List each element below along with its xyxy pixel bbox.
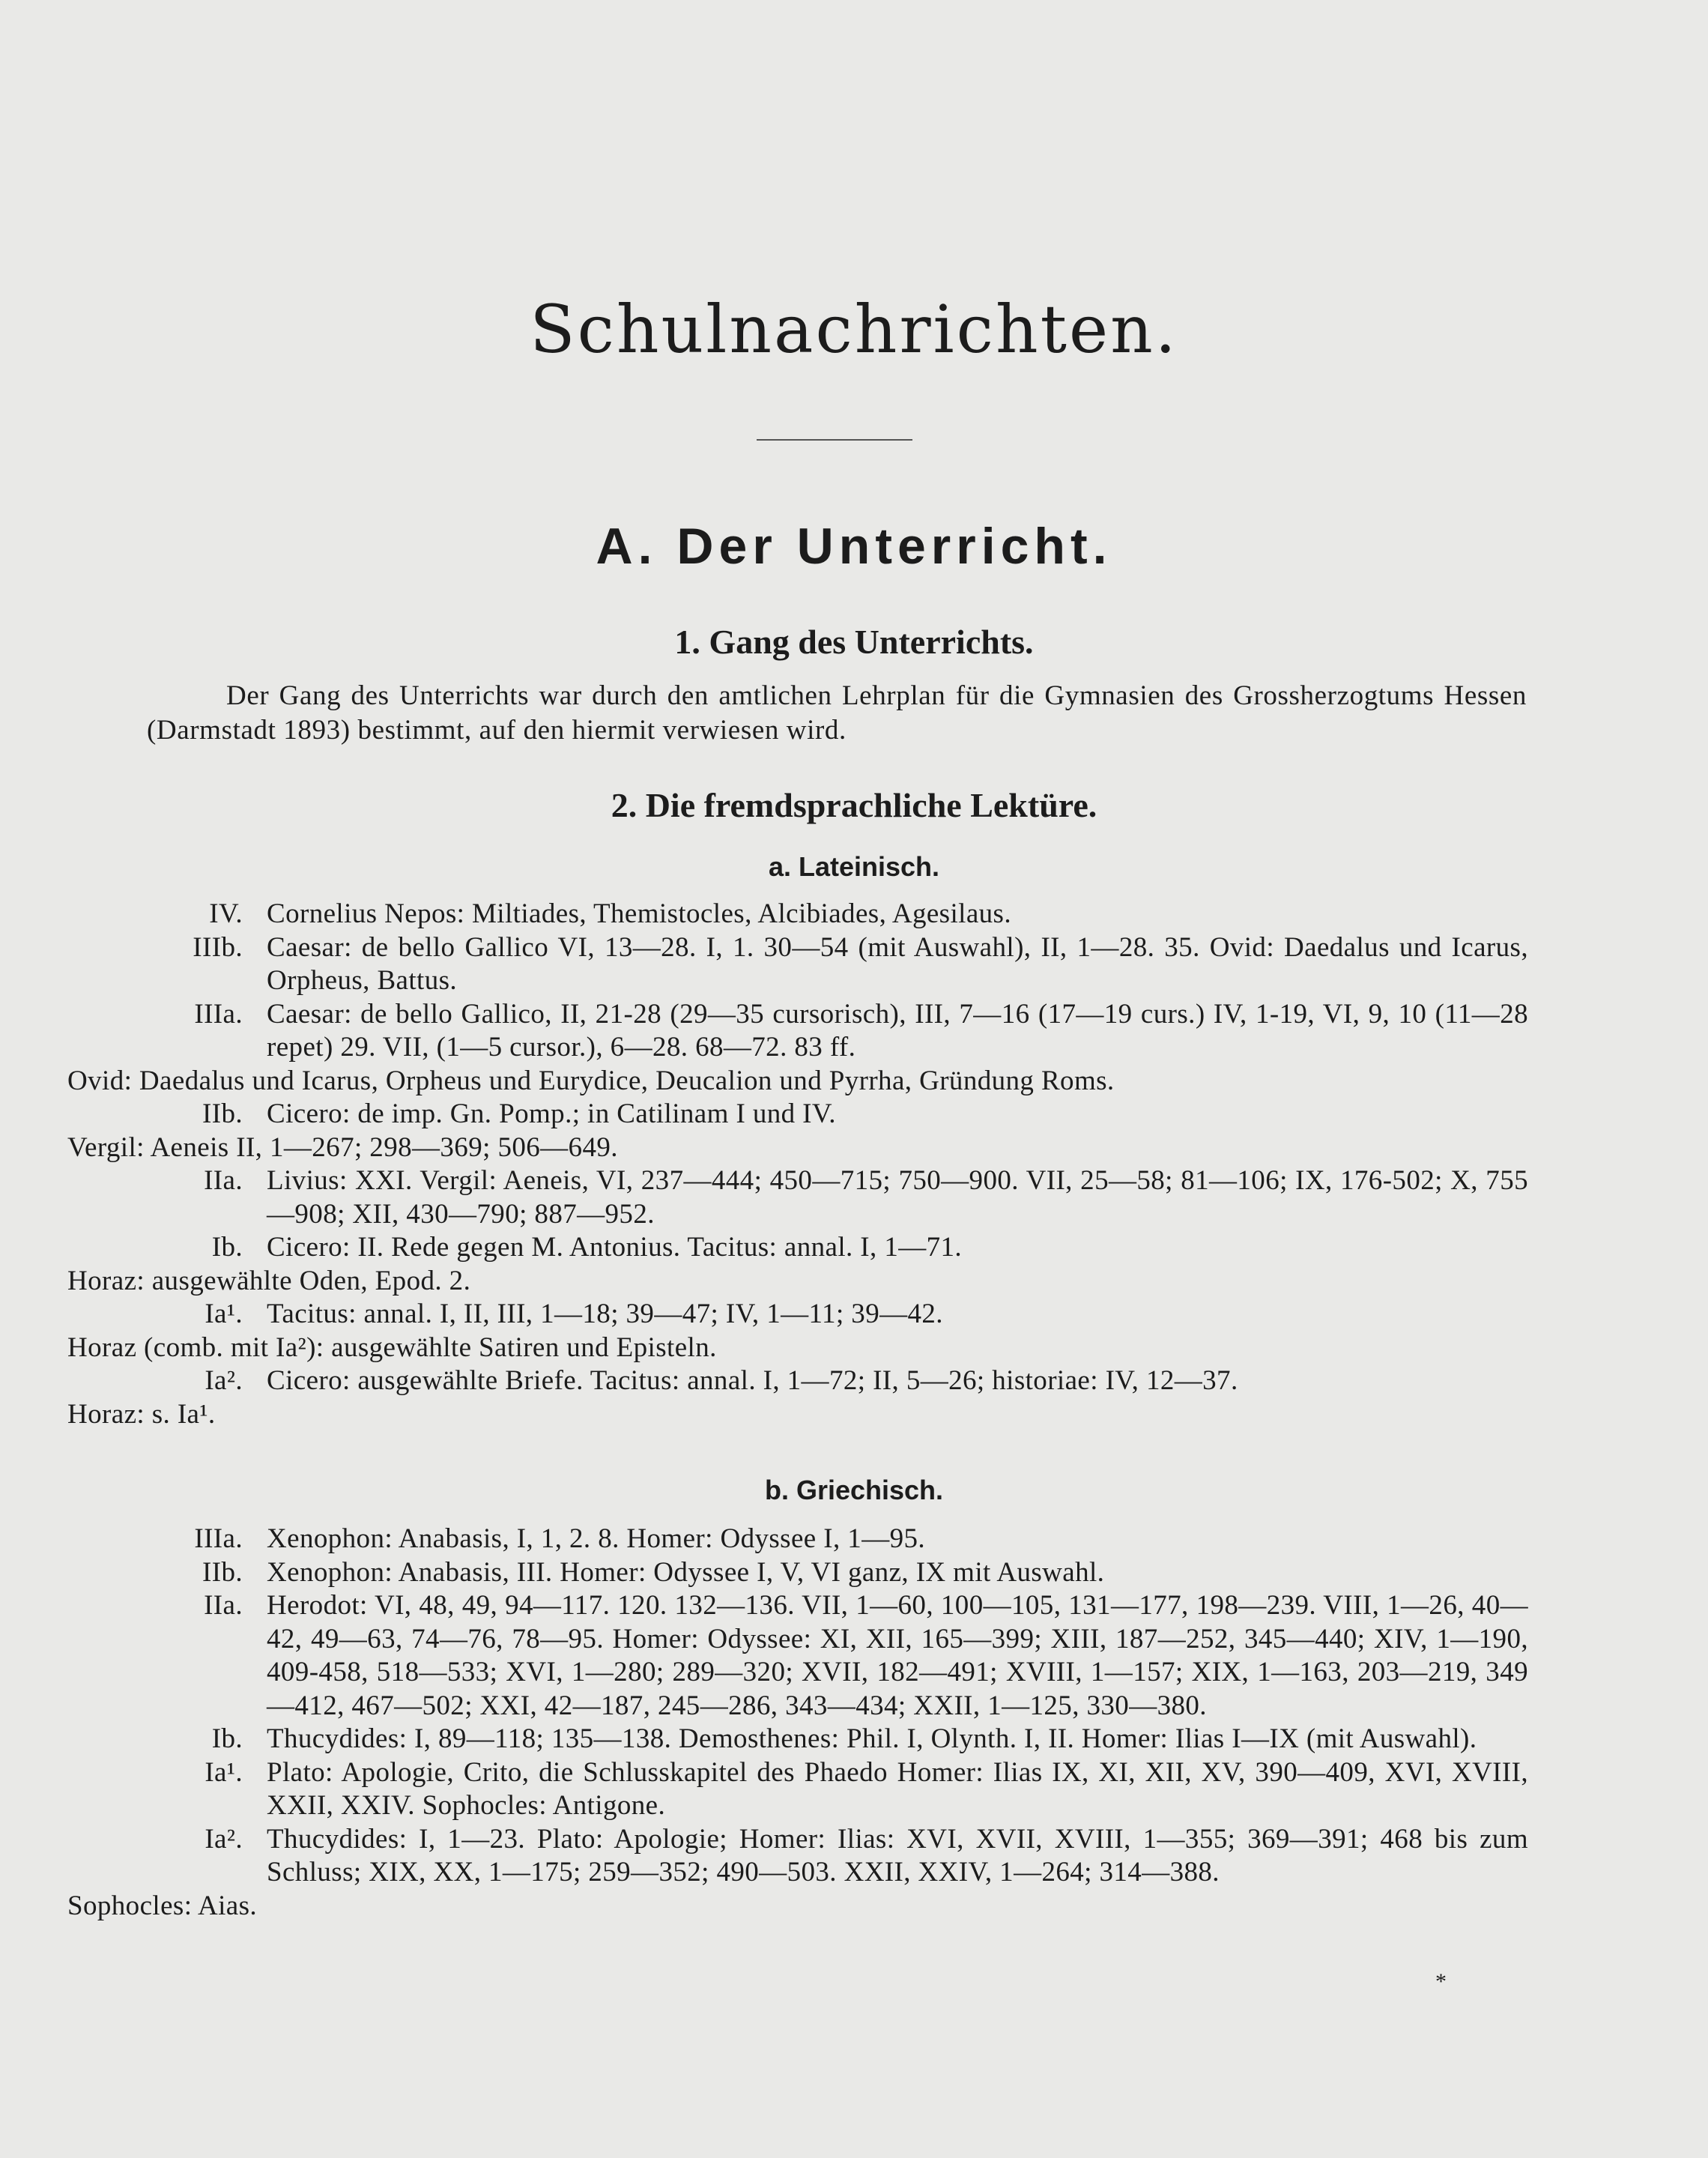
reading-text: Thucydides: I, 1—23. Plato: Apologie; Homer: Ilias: XVI, XVII, XVIII, 1—355; 369—391; 468 bis zum Schluss; XIX, XX, 1—175; 259—352; 490—503. XXII, XXIV, 1—264; 314—388. xyxy=(267,1823,1528,1888)
class-label: Ia¹. xyxy=(205,1756,243,1788)
latin-entry xyxy=(0,1164,1708,1231)
class-label: IIIa. xyxy=(194,998,243,1030)
latin-entry xyxy=(0,1298,1708,1364)
greek-heading: b. Griechisch. xyxy=(764,1475,944,1505)
title-divider xyxy=(757,439,912,441)
reading-text: Horaz (comb. mit Ia²): ausgewählte Satiren und Episteln. xyxy=(67,1332,717,1363)
page-title: Schulnachrichten. xyxy=(530,291,1178,368)
greek-entry xyxy=(0,1523,1708,1556)
latin-reading-list xyxy=(0,898,1708,1431)
reading-text: Caesar: de bello Gallico, II, 21-28 (29—35 cursorisch), III, 7—16 (17—19 curs.) IV, 1-19, VI, 9, 10 (11—28 repet) 29. VII, (1—5 cursor.), 6—28. 68—72. 83 ff. xyxy=(267,998,1528,1063)
class-label: IIa. xyxy=(204,1165,243,1196)
class-label: Ib. xyxy=(211,1723,243,1754)
latin-entry xyxy=(0,898,1708,931)
reading-text: Caesar: de bello Gallico VI, 13—28. I, 1. 30—54 (mit Auswahl), II, 1—28. 35. Ovid: Daedalus und Icarus, Orpheus, Battus. xyxy=(267,931,1528,996)
reading-text: Sophocles: Aias. xyxy=(67,1890,258,1921)
latin-entry xyxy=(0,1231,1708,1298)
latin-entry xyxy=(0,931,1708,998)
class-label: IV. xyxy=(209,898,243,929)
reading-text: Cicero: II. Rede gegen M. Antonius. Tacitus: annal. I, 1—71. xyxy=(267,1232,963,1263)
section-heading: A. Der Unterricht. xyxy=(596,518,1112,575)
reading-text: Cicero: de imp. Gn. Pomp.; in Catilinam I und IV. xyxy=(267,1098,836,1129)
class-label: Ib. xyxy=(211,1232,243,1263)
reading-text: Herodot: VI, 48, 49, 94—117. 120. 132—136. VII, 1—60, 100—105, 131—177, 198—239. VIII, 1—26, 40—42, 49—63, 74—76, 78—95. Homer: Odyssee: XI, XII, 165—399; XIII, 187—252, 345—440; XIV, 1—190, 409-458, 518—533; XVI, 1—280; 289—320; XVII, 182—491; XVIII, 1—157; XIX, 1—163, 203—219, 349—412, 467—502; XXI, 42—187, 245—286, 343—434; XXII, 1—125, 330—380. xyxy=(267,1590,1528,1721)
reading-text: Horaz: ausgewählte Oden, Epod. 2. xyxy=(67,1265,471,1296)
greek-entry xyxy=(0,1756,1708,1823)
latin-heading: a. Lateinisch. xyxy=(768,851,940,882)
latin-entry xyxy=(0,1364,1708,1431)
class-label: IIb. xyxy=(202,1098,243,1129)
subsection-heading-1: 1. Gang des Unterrichts. xyxy=(674,623,1034,661)
reading-text: Vergil: Aeneis II, 1—267; 298—369; 506—649. xyxy=(67,1131,618,1163)
class-label: IIIb. xyxy=(193,931,243,963)
class-label: Ia². xyxy=(205,1365,243,1396)
greek-entry xyxy=(0,1823,1708,1923)
class-label: IIa. xyxy=(204,1590,243,1621)
reading-text: Thucydides: I, 89—118; 135—138. Demosthenes: Phil. I, Olynth. I, II. Homer: Ilias I—IX (mit Auswahl). xyxy=(267,1723,1477,1754)
reading-text: Cornelius Nepos: Miltiades, Themistocles, Alcibiades, Agesilaus. xyxy=(267,898,1011,929)
greek-entry xyxy=(0,1723,1708,1756)
reading-text: Ovid: Daedalus und Icarus, Orpheus und Eurydice, Deucalion und Pyrrha, Gründung Roms. xyxy=(67,1065,1115,1096)
reading-text: Livius: XXI. Vergil: Aeneis, VI, 237—444; 450—715; 750—900. VII, 25—58; 81—106; IX, 176-502; X, 755—908; XII, 430—790; 887—952. xyxy=(267,1165,1528,1230)
intro-paragraph: Der Gang des Unterrichts war durch den amtlichen Lehrplan für die Gymnasien des Grossherzogtums Hessen (Darmstadt 1893) bestimmt, auf den hiermit verwiesen wird. xyxy=(147,680,1527,746)
reading-text: Horaz: s. Ia¹. xyxy=(67,1398,216,1430)
class-label: Ia². xyxy=(205,1823,243,1855)
footer-mark: * xyxy=(1435,1969,1447,1994)
reading-text: Xenophon: Anabasis, III. Homer: Odyssee I, V, VI ganz, IX mit Auswahl. xyxy=(267,1556,1105,1588)
reading-text: Tacitus: annal. I, II, III, 1—18; 39—47; IV, 1—11; 39—42. xyxy=(267,1299,943,1329)
class-label: IIb. xyxy=(202,1556,243,1588)
latin-entry xyxy=(0,1098,1708,1164)
class-label: Ia¹. xyxy=(205,1299,243,1329)
reading-text: Cicero: ausgewählte Briefe. Tacitus: annal. I, 1—72; II, 5—26; historiae: IV, 12—37. xyxy=(267,1365,1238,1396)
subsection-heading-2: 2. Die fremdsprachliche Lektüre. xyxy=(611,786,1097,824)
greek-reading-list xyxy=(0,1523,1708,1923)
class-label: IIIa. xyxy=(194,1523,243,1554)
greek-entry xyxy=(0,1556,1708,1590)
reading-text: Plato: Apologie, Crito, die Schlusskapitel des Phaedo Homer: Ilias IX, XI, XII, XV, 390—409, XVI, XVIII, XXII, XXIV. Sophocles: Antigone. xyxy=(267,1756,1528,1821)
reading-text: Xenophon: Anabasis, I, 1, 2. 8. Homer: Odyssee I, 1—95. xyxy=(267,1523,926,1554)
latin-entry xyxy=(0,998,1708,1098)
greek-entry xyxy=(0,1589,1708,1723)
